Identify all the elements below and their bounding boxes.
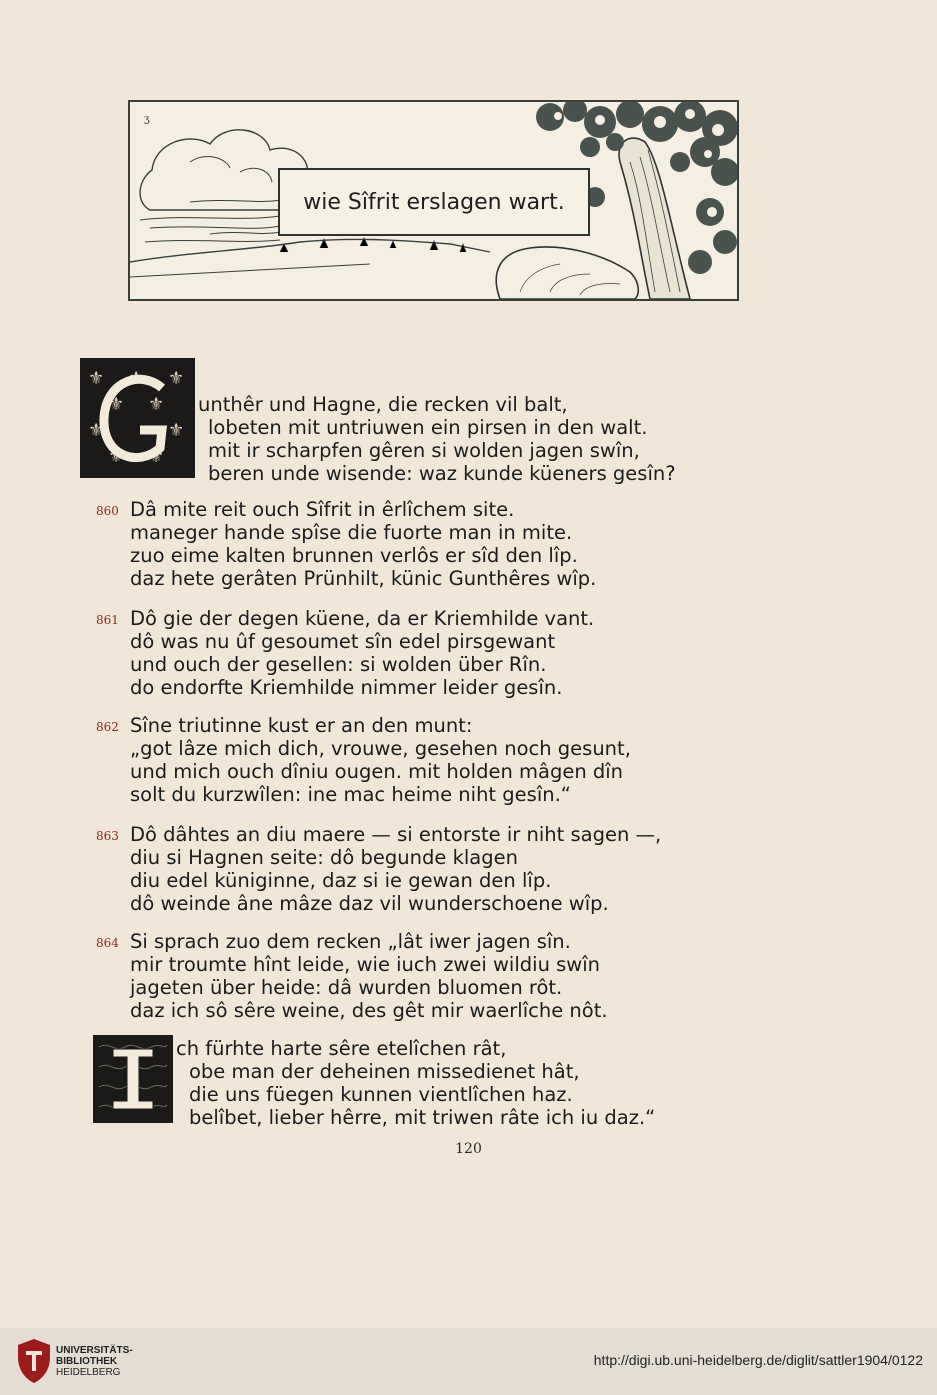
page-number: 120 — [455, 1141, 482, 1157]
verse-line: Dô dâhtes an diu maere — si entorste ir niht sagen —, — [130, 823, 662, 846]
university-library-logo-icon — [14, 1337, 54, 1385]
verse-line: mit ir scharpfen gêren si wolden jagen swîn, — [208, 439, 640, 462]
svg-text:⚜: ⚜ — [108, 394, 125, 415]
stanza-number: 864 — [96, 936, 119, 950]
verse-line: daz hete gerâten Prünhilt, künic Gunthêres wîp. — [130, 567, 597, 590]
verse-line: Dô gie der degen küene, da er Kriemhilde vant. — [130, 607, 595, 630]
stanza-number: 860 — [96, 504, 119, 518]
verse-line: diu edel küniginne, daz si ie gewan den lîp. — [130, 869, 552, 892]
chapter-title: wie Sîfrit erslagen wart. — [278, 168, 590, 236]
svg-text:⚜: ⚜ — [168, 368, 185, 389]
verse-line: lobeten mit untriuwen ein pirsen in den walt. — [208, 416, 648, 439]
svg-text:⚜: ⚜ — [128, 368, 145, 389]
svg-text:⚜: ⚜ — [88, 420, 105, 441]
verse-line: und ouch der gesellen: si wolden über Rîn. — [130, 653, 547, 676]
verse-line: Sîne triutinne kust er an den munt: — [130, 714, 473, 737]
decorated-initial-g — [80, 358, 195, 478]
verse-line: unthêr und Hagne, die recken vil balt, — [198, 393, 568, 416]
verse-line: diu si Hagnen seite: dô begunde klagen — [130, 846, 518, 869]
stanza-number: 863 — [96, 829, 119, 843]
svg-text:⚜: ⚜ — [108, 446, 125, 467]
verse-line: die uns füegen kunnen vientlîchen haz. — [189, 1083, 573, 1106]
svg-text:⚜: ⚜ — [148, 394, 165, 415]
svg-text:⚜: ⚜ — [168, 420, 185, 441]
digitization-footer — [0, 1328, 937, 1395]
verse-line: Dâ mite reit ouch Sîfrit in êrlîchem site. — [130, 498, 515, 521]
verse-line: mir troumte hînt leide, wie iuch zwei wildiu swîn — [130, 953, 601, 976]
verse-line: jageten über heide: dâ wurden bluomen rôt. — [130, 976, 563, 999]
svg-text:ʒ: ʒ — [144, 114, 150, 125]
verse-line: obe man der deheinen missedienet hât, — [189, 1060, 580, 1083]
stanza-number: 862 — [96, 720, 119, 734]
vine-pattern-icon — [95, 1037, 171, 1121]
stanza-number: 861 — [96, 613, 119, 627]
decorated-initial-i — [93, 1035, 173, 1123]
verse-line: maneger hande spîse die fuorte man in mite. — [130, 521, 573, 544]
verse-line: daz ich sô sêre weine, des gêt mir waerlîche nôt. — [130, 999, 608, 1022]
verse-line: dô was nu ûf gesoumet sîn edel pirsgewant — [130, 630, 556, 653]
verse-line: solt du kurzwîlen: ine mac heime niht gesîn.“ — [130, 783, 571, 806]
verse-line: do endorfte Kriemhilde nimmer leider gesîn. — [130, 676, 563, 699]
verse-line: dô weinde âne mâze daz vil wunderschoene wîp. — [130, 892, 609, 915]
source-url[interactable]: http://digi.ub.uni-heidelberg.de/diglit/sattler1904/0122 — [593, 1352, 923, 1368]
verse-line: ch fürhte harte sêre etelîchen rât, — [176, 1037, 507, 1060]
header-illustration — [128, 100, 739, 301]
verse-line: beren unde wisende: waz kunde küeners gesîn? — [208, 462, 676, 485]
fleur-de-lis-pattern-icon — [82, 360, 193, 476]
verse-line: „got lâze mich dich, vrouwe, gesehen noch gesunt, — [130, 737, 631, 760]
svg-text:⚜: ⚜ — [148, 446, 165, 467]
svg-text:⚜: ⚜ — [88, 368, 105, 389]
library-name: UNIVERSITÄTS- BIBLIOTHEK HEIDELBERG — [56, 1345, 133, 1378]
verse-line: zuo eime kalten brunnen verlôs er sîd den lîp. — [130, 544, 578, 567]
verse-line: belîbet, lieber hêrre, mit triwen râte ich iu daz.“ — [189, 1106, 656, 1129]
verse-line: Si sprach zuo dem recken „lât iwer jagen sîn. — [130, 930, 571, 953]
verse-line: und mich ouch dîniu ougen. mit holden mâgen dîn — [130, 760, 624, 783]
